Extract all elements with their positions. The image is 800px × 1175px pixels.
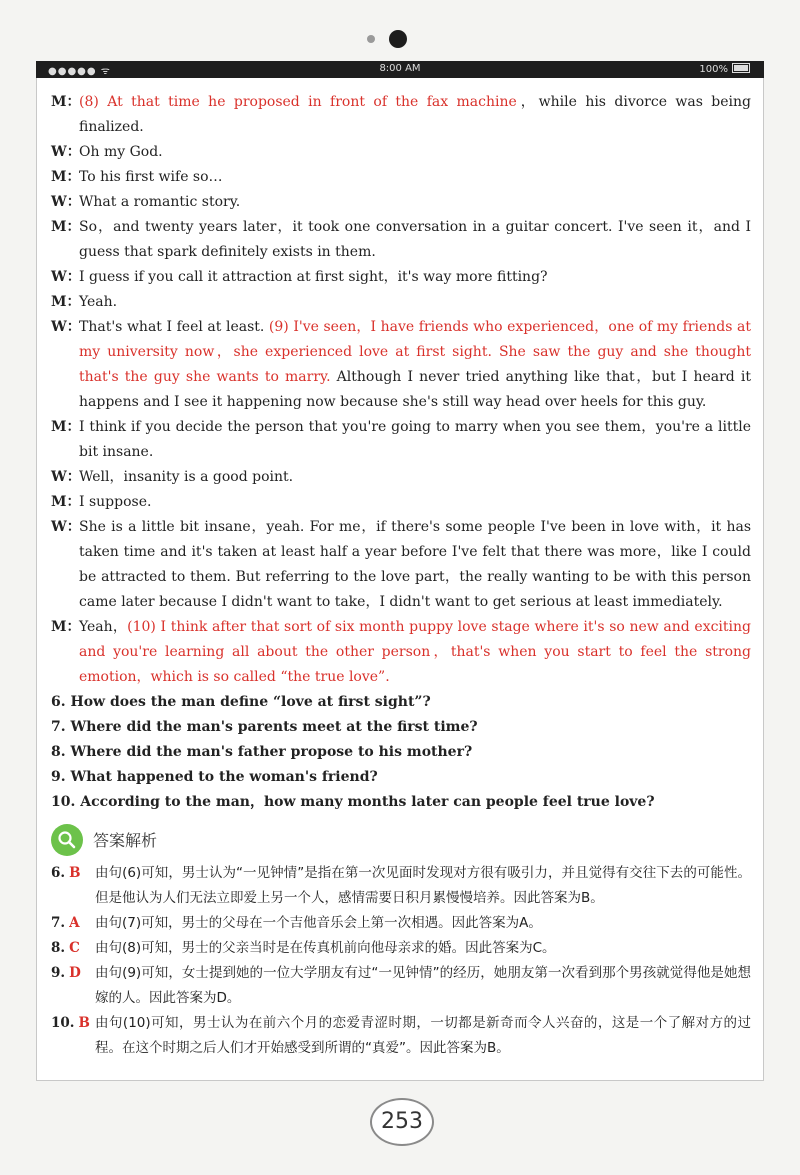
speaker-label: W：	[51, 269, 81, 285]
speaker-label: W：	[51, 519, 81, 535]
answer-item	[51, 961, 751, 1011]
magnifier-icon	[51, 824, 83, 856]
answer-index: 9.	[51, 965, 66, 981]
dialogue-text	[79, 140, 751, 165]
dialogue-text	[79, 465, 751, 490]
dialogue-line	[51, 140, 751, 165]
text-segment: She is a little bit insane，yeah. For me，if there's some people I've been in love with，it has taken time and it's taken at least half a year before I've felt that there was more，like I could be attracted to them. But referring to the love part，the really wanting to be with this person came later because I didn't want to take，I didn't want to get serious at least immediately.	[79, 519, 751, 610]
dialogue-line	[51, 265, 751, 290]
dialogue-lines	[51, 90, 751, 690]
answer-index: 6.	[51, 865, 66, 881]
speaker-label: W：	[51, 144, 81, 160]
answer-number	[51, 961, 95, 1011]
battery-indicator	[699, 63, 750, 75]
text-segment: I suppose.	[79, 494, 152, 510]
clock: 8:00 AM	[379, 63, 421, 74]
answer-number	[51, 1011, 95, 1061]
dialogue-text	[79, 315, 751, 415]
camera	[367, 30, 407, 50]
speaker-label: W：	[51, 194, 81, 210]
answer-item	[51, 1011, 751, 1061]
speaker-label: W：	[51, 319, 81, 335]
text-segment: Yeah.	[79, 294, 118, 310]
dialogue-text	[79, 215, 751, 265]
dialogue-text	[79, 515, 751, 615]
text-segment: Oh my God.	[79, 144, 163, 160]
signal-indicator: ●●●●● ᯤ	[48, 66, 111, 77]
speaker-label: M：	[51, 94, 81, 110]
text-segment: ，while his divorce was being finalized.	[79, 94, 751, 135]
battery-icon	[732, 63, 750, 73]
question-item: 6. How does the man define “love at first sight”?	[51, 694, 431, 710]
battery-percent: 100%	[699, 64, 728, 75]
speaker-label: W：	[51, 469, 81, 485]
dialogue-text	[79, 490, 751, 515]
answers-header	[51, 823, 751, 857]
answer-key: A	[69, 915, 80, 931]
dialogue-line	[51, 165, 751, 190]
answer-index: 7.	[51, 915, 66, 931]
answer-explanation: 由句(7)可知，男士的父母在一个吉他音乐会上第一次相遇。因此答案为A。	[95, 915, 542, 931]
transcript	[51, 90, 751, 1061]
answer-number	[51, 936, 95, 961]
question-item: 8. Where did the man's father propose to his mother?	[51, 744, 473, 760]
speaker-label: M：	[51, 294, 81, 310]
dialogue-line	[51, 615, 751, 690]
answer-index: 10.	[51, 1015, 75, 1031]
page-number: 253	[370, 1098, 434, 1146]
answer-index: 8.	[51, 940, 66, 956]
answer-item	[51, 936, 751, 961]
highlighted-text: (9) I've seen，I have friends who experienced，one of my friends at my university now，she experienced love at first sight. She saw the guy and she thought that's the guy she wants to marry.	[79, 319, 752, 385]
speaker-label: M：	[51, 169, 81, 185]
camera-lens	[389, 30, 407, 48]
answer-key: D	[69, 965, 81, 981]
text-segment: I guess if you call it attraction at first sight，it's way more fitting?	[79, 269, 548, 285]
dialogue-text	[79, 415, 751, 465]
question-list	[51, 690, 751, 815]
text-segment: Yeah，	[79, 619, 128, 635]
highlighted-text: (10) I think after that sort of six month puppy love stage where it's so new and exciting and you're learning all about the other person，that's when you start to feel the strong emotion，which is so called “the true love”.	[79, 619, 751, 685]
dialogue-text	[79, 165, 751, 190]
answer-item	[51, 911, 751, 936]
answer-explanation: 由句(9)可知，女士提到她的一位大学朋友有过“一见钟情”的经历，她朋友第一次看到那个男孩就觉得他是她想嫁的人。因此答案为D。	[95, 965, 751, 1006]
dialogue-text	[79, 190, 751, 215]
status-bar	[36, 61, 764, 78]
dialogue-text	[79, 265, 751, 290]
text-segment: To his first wife so…	[79, 169, 223, 185]
answer-key: B	[78, 1015, 90, 1031]
question-item: 9. What happened to the woman's friend?	[51, 769, 378, 785]
speaker-label: M：	[51, 494, 81, 510]
dialogue-line	[51, 315, 751, 415]
dialogue-line	[51, 215, 751, 265]
answer-item	[51, 861, 751, 911]
text-segment: Well，insanity is a good point.	[79, 469, 294, 485]
dialogue-line	[51, 515, 751, 615]
dialogue-line	[51, 465, 751, 490]
speaker-label: M：	[51, 619, 81, 635]
answer-number	[51, 861, 95, 911]
answer-key: C	[69, 940, 80, 956]
text-segment: Although I never tried anything like that，but I heard it happens and I see it happening now because she's still way head over heels for this guy.	[79, 369, 752, 410]
dialogue-line	[51, 415, 751, 465]
answer-key: B	[69, 865, 81, 881]
answer-explanation: 由句(6)可知，男士认为“一见钟情”是指在第一次见面时发现对方很有吸引力，并且觉得有交往下去的可能性。但是他认为人们无法立即爱上另一个人，感情需要日积月累慢慢培养。因此答案为B。	[95, 865, 751, 906]
dialogue-text	[79, 615, 751, 690]
answer-number	[51, 911, 95, 936]
dialogue-text	[79, 290, 751, 315]
dialogue-line	[51, 290, 751, 315]
answer-explanation: 由句(10)可知，男士认为在前六个月的恋爱青涩时期，一切都是新奇而令人兴奋的，这是一个了解对方的过程。在这个时期之后人们才开始感受到所谓的“真爱”。因此答案为B。	[95, 1015, 751, 1056]
question-item: 10. According to the man，how many months later can people feel true love?	[51, 794, 655, 810]
question-item: 7. Where did the man's parents meet at the first time?	[51, 719, 478, 735]
dialogue-line	[51, 490, 751, 515]
text-segment: That's what I feel at least.	[79, 319, 269, 335]
answers-title: 答案解析	[93, 830, 158, 850]
sensor-dot	[367, 35, 375, 43]
dialogue-line	[51, 190, 751, 215]
text-segment: I think if you decide the person that you're going to marry when you see them，you're a little bit insane.	[79, 419, 751, 460]
speaker-label: M：	[51, 419, 81, 435]
page-content	[36, 78, 764, 1081]
text-segment: What a romantic story.	[79, 194, 241, 210]
answer-explanation: 由句(8)可知，男士的父亲当时是在传真机前向他母亲求的婚。因此答案为C。	[95, 940, 556, 956]
text-segment: So，and twenty years later，it took one conversation in a guitar concert. I've seen it，and I guess that spark definitely exists in them.	[79, 219, 751, 260]
speaker-label: M：	[51, 219, 81, 235]
highlighted-text: (8) At that time he proposed in front of the fax machine	[79, 94, 517, 110]
dialogue-text	[79, 90, 751, 140]
answer-list	[51, 861, 751, 1061]
dialogue-line	[51, 90, 751, 140]
